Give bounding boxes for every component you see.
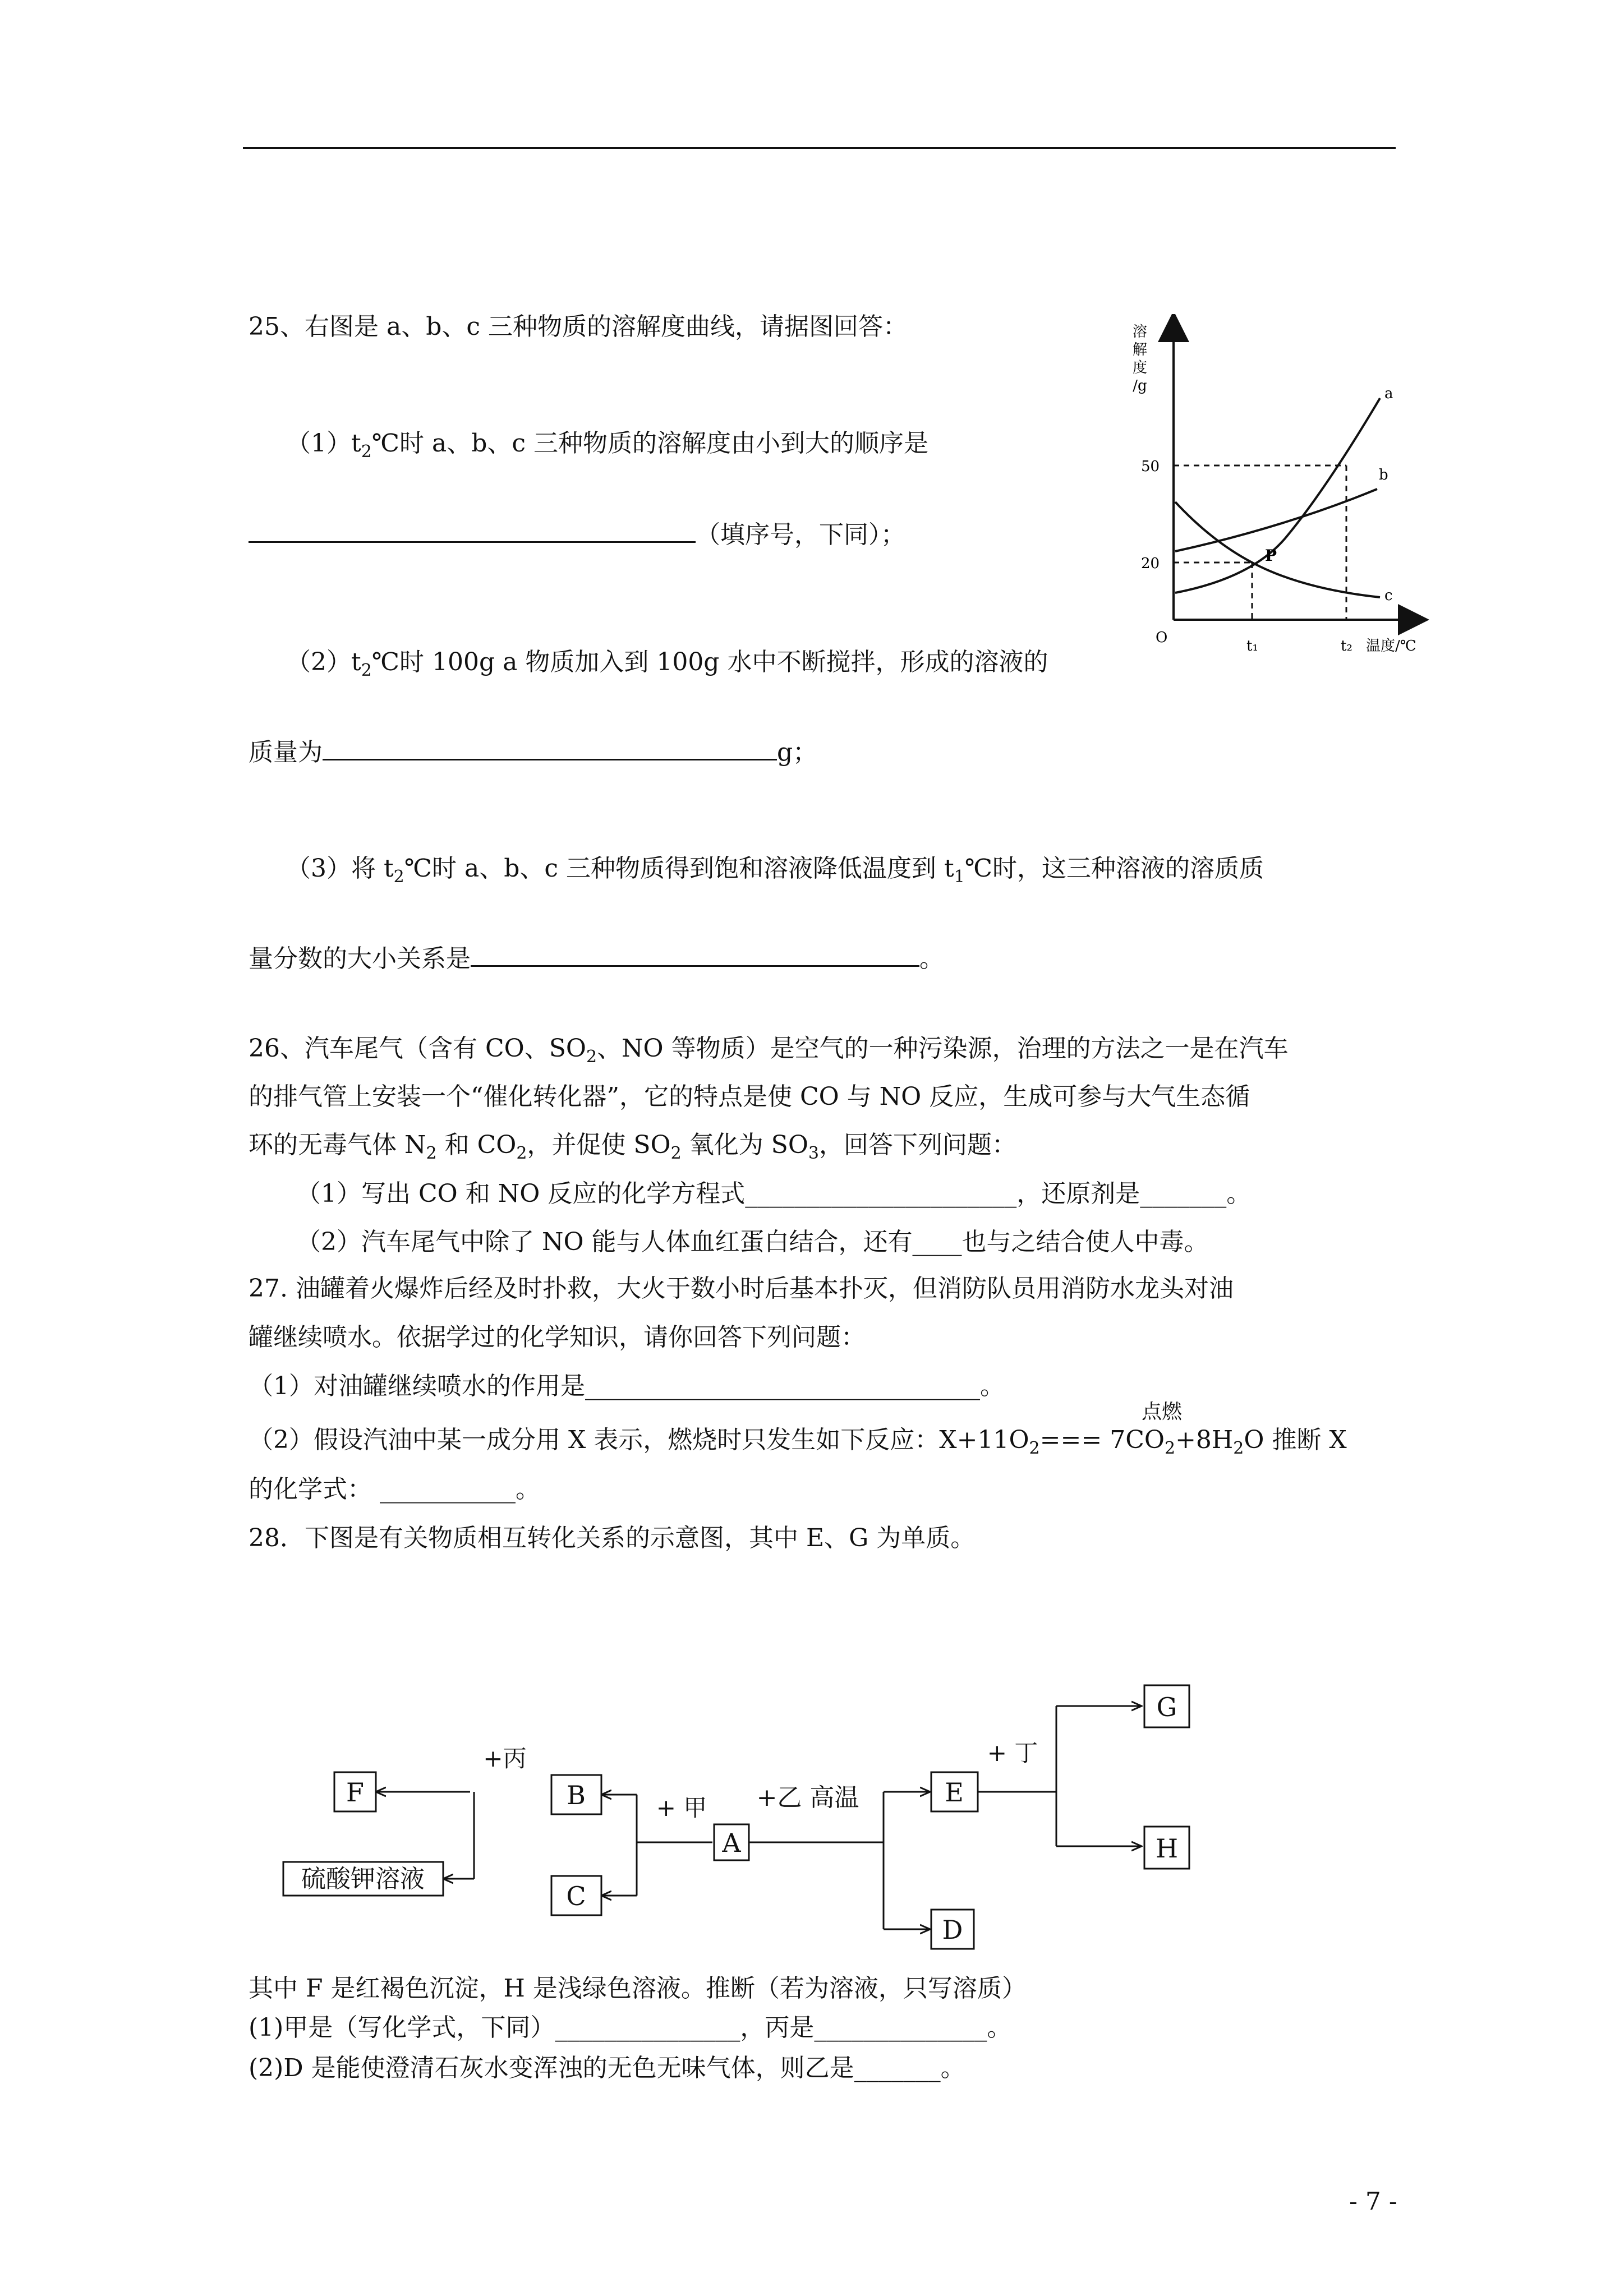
curve-c bbox=[1175, 502, 1380, 597]
x-tick-t2: t₂ bbox=[1341, 638, 1352, 654]
q26-part2: （2）汽车尾气中除了 NO 能与人体血红蛋白结合，还有____也与之结合使人中毒。 bbox=[296, 1228, 1209, 1256]
q26-line3: 环的无毒气体 $N_2$ 和 $CO_2$，并促使 $SO_2$ 氧化为 $SO_3$，回答下列问题： bbox=[249, 1131, 1016, 1163]
svg-text:F: F bbox=[346, 1777, 364, 1808]
answer-blank[interactable] bbox=[323, 736, 777, 760]
q28-description: 其中 F 是红褐色沉淀，H 是浅绿色溶液。推断（若为溶液，只写溶质） bbox=[249, 1974, 1027, 2003]
q27-line1: 27. 油罐着火爆炸后经及时扑救，大火于数小时后基本扑灭，但消防队员用消防水龙头对油 bbox=[249, 1274, 1234, 1303]
answer-blank[interactable] bbox=[249, 519, 696, 543]
svg-text:硫酸钾溶液: 硫酸钾溶液 bbox=[301, 1865, 425, 1893]
curve-a bbox=[1175, 398, 1380, 593]
x-axis-label: 温度/℃ bbox=[1366, 638, 1416, 654]
series-label-b: b bbox=[1379, 467, 1388, 483]
svg-text:E: E bbox=[945, 1777, 964, 1808]
q25-part2-answer-line: 质量为 g； bbox=[249, 736, 817, 768]
reaction-condition: 点燃 bbox=[1142, 1400, 1183, 1423]
y-tick-20: 20 bbox=[1141, 555, 1160, 572]
q27-part2-answer: 的化学式： ___________。 bbox=[249, 1475, 540, 1504]
q25-part1-answer-line: （填序号，下同）； bbox=[249, 519, 905, 551]
svg-text:+乙 高温: +乙 高温 bbox=[756, 1783, 859, 1812]
solubility-chart bbox=[1116, 314, 1430, 673]
svg-text:G: G bbox=[1156, 1692, 1177, 1722]
q26-line2: 的排气管上安装一个“催化转化器”，它的特点是使 CO 与 NO 反应，生成可参与大气生态循 bbox=[249, 1082, 1250, 1111]
q25-part3-answer-line: 量分数的大小关系是 。 bbox=[249, 943, 944, 975]
svg-text:A: A bbox=[722, 1828, 741, 1858]
q25-part3: （3）将 $t_2℃$时 a、b、c 三种物质得到饱和溶液降低温度到 $t_1℃$时，这三种溶液的溶质质 bbox=[286, 854, 1264, 887]
svg-text:+ 丁: + 丁 bbox=[987, 1739, 1038, 1767]
q25-stem: 25、右图是 a、b、c 三种物质的溶解度曲线，请据图回答： bbox=[249, 312, 908, 341]
y-tick-50: 50 bbox=[1141, 458, 1160, 475]
q25-part1: $(1)t_2℃$时 a、b、c 三种物质的溶解度由小到大的顺序是 bbox=[286, 429, 929, 462]
intersection-label-p: P bbox=[1265, 546, 1277, 565]
svg-text:+ 甲: + 甲 bbox=[656, 1794, 707, 1822]
q27-line2: 罐继续喷水。依据学过的化学知识，请你回答下列问题： bbox=[249, 1323, 866, 1352]
q28-part2: (2)D 是能使澄清石灰水变浑浊的无色无味气体，则乙是_______。 bbox=[249, 2054, 965, 2082]
q25-part2: $(2)t_2℃$时 100g a 物质加入到 100g 水中不断搅拌，形成的溶液的 bbox=[286, 648, 1048, 680]
series-label-c: c bbox=[1384, 587, 1393, 604]
q27-part1: （1）对油罐继续喷水的作用是________________________________。 bbox=[249, 1372, 1005, 1400]
svg-text:H: H bbox=[1155, 1833, 1179, 1864]
q28-stem: 28．下图是有关物质相互转化关系的示意图，其中 E、G 为单质。 bbox=[249, 1524, 976, 1552]
svg-text:D: D bbox=[942, 1915, 963, 1945]
conversion-flow-diagram bbox=[269, 1671, 1223, 1952]
svg-text:C: C bbox=[566, 1881, 586, 1911]
svg-text:+丙: +丙 bbox=[483, 1745, 527, 1772]
q27-part2: （2）假设汽油中某一成分用 X 表示，燃烧时只发生如下反应：$X+11O_2=== 7CO_2+8H_2O$ 推断 X bbox=[249, 1426, 1347, 1458]
q28-part1: (1)甲是（写化学式，下同）_______________，丙是______________。 bbox=[249, 2013, 1012, 2042]
q26-line1: 26、汽车尾气（含有 CO、$SO_2$、NO 等物质）是空气的一种污染源，治理的方法之一是在汽车 bbox=[249, 1034, 1289, 1067]
origin-label: O bbox=[1156, 629, 1168, 646]
q26-part1: （1）写出 CO 和 NO 反应的化学方程式______________________，还原剂是_______。 bbox=[296, 1179, 1252, 1208]
header-rule bbox=[243, 147, 1396, 149]
answer-blank[interactable] bbox=[471, 943, 919, 967]
page-number: - 7 - bbox=[1349, 2187, 1397, 2216]
series-label-a: a bbox=[1384, 385, 1393, 402]
y-axis-label: 溶解度/g bbox=[1132, 324, 1148, 394]
svg-text:B: B bbox=[567, 1780, 586, 1810]
x-tick-t1: t₁ bbox=[1246, 638, 1258, 654]
